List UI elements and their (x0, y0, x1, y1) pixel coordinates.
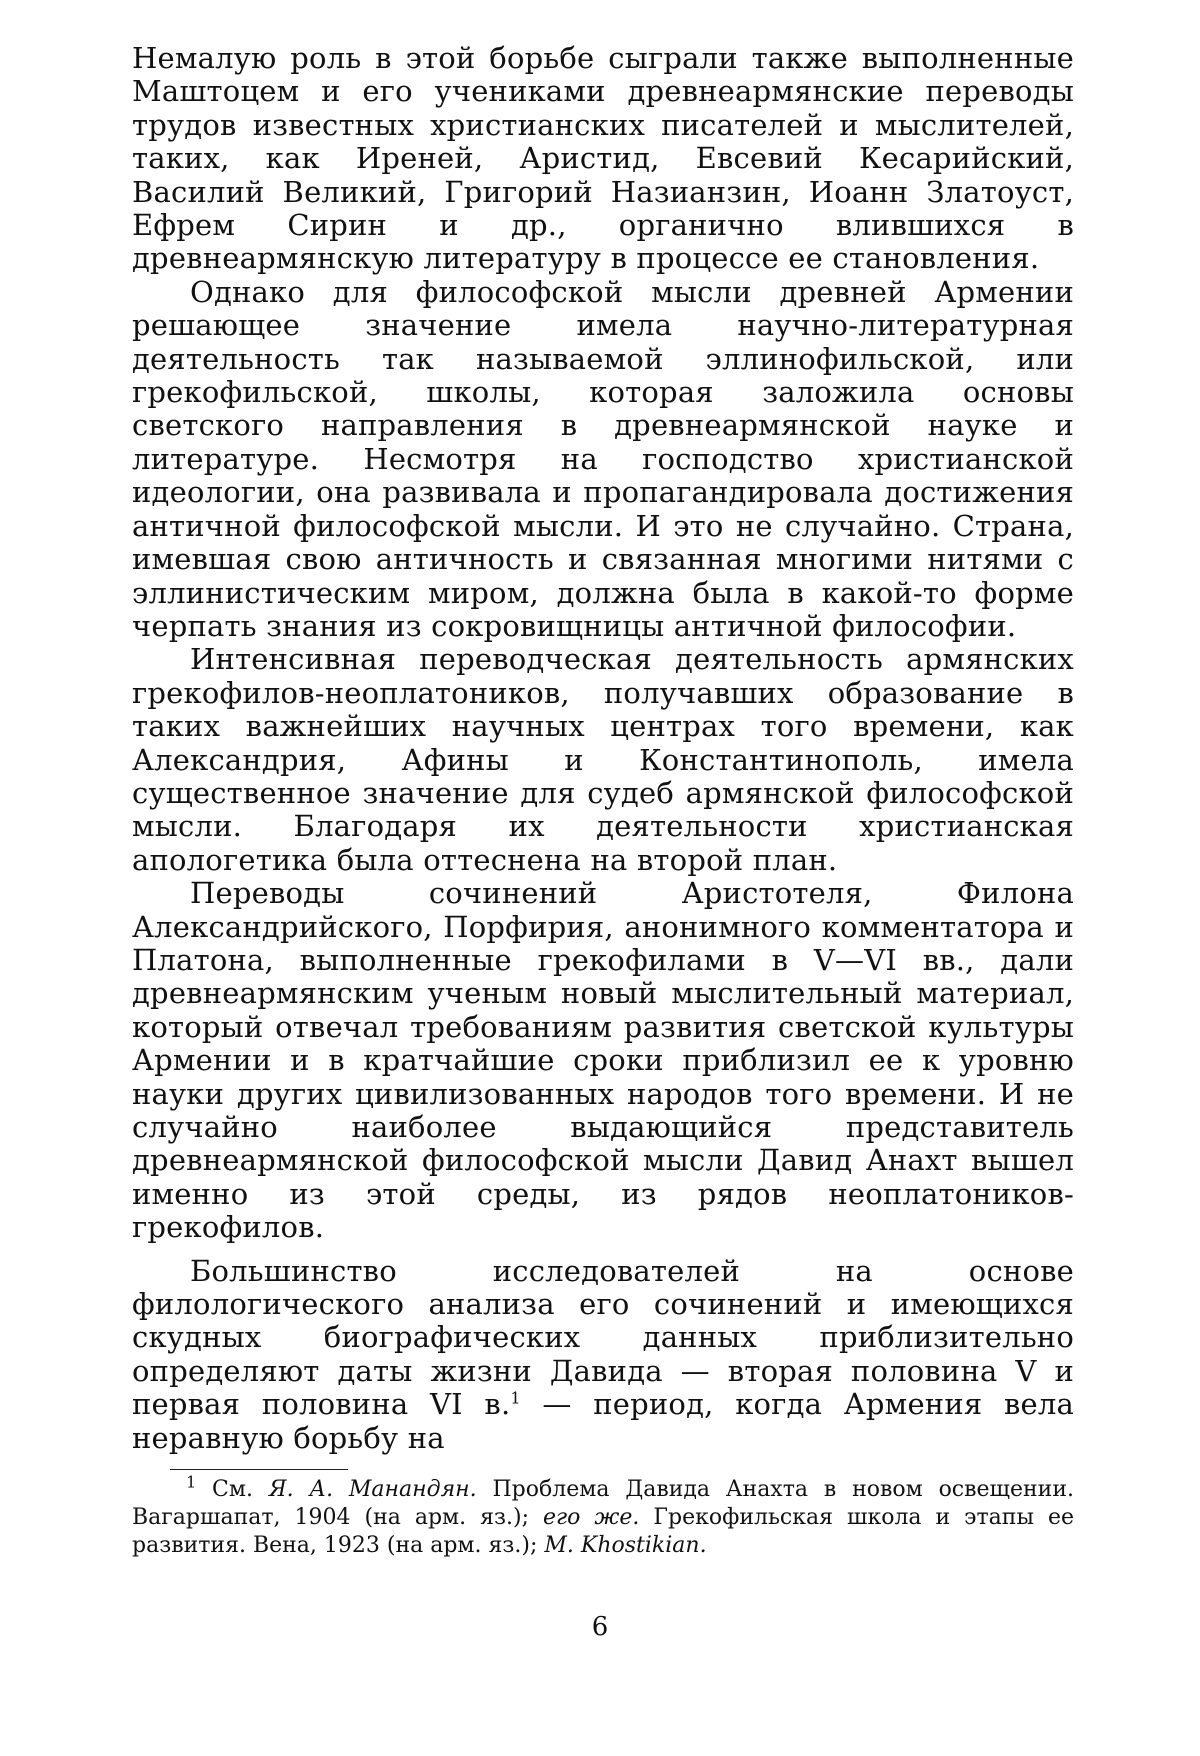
footnote-text-2: Грекофильская школа и этапы ее развития. Вена, 1923 (на арм. яз.); (132, 1505, 1075, 1559)
footnote-author-1: Я. А. Манандян. (268, 1477, 477, 1503)
paragraph-5 (132, 1255, 1074, 1455)
footnote (132, 1472, 1075, 1560)
footnote-author-3: M. Khostikian. (544, 1533, 707, 1559)
page-number: 6 (591, 1612, 609, 1642)
main-text (132, 42, 1074, 1455)
footnote-text-1: Проблема Давида Анахта в новом освещении. Вагаршапат, 1904 (на арм. яз.); (132, 1477, 1074, 1531)
footnote-reference: 1 (510, 1388, 521, 1408)
footnote-author-2: его же. (543, 1505, 640, 1531)
paragraph-4: Переводы сочинений Аристотеля, Филона Александрийского, Порфирия, анонимного комментатора и Платона, выполненные грекофилами в V—VI вв., дали древнеармянским ученым новый мыслительный материал, который отвечал требованиям развития светской культуры Армении и в кратчайшие сроки приблизил ее к уровню науки других цивилизованных народов того времени. И не случайно наиболее выдающийся представитель древнеармянской философской мысли Давид Анахт вышел именно из этой среды, из рядов неоплатоников-грекофилов. (132, 876, 1074, 1245)
footnote-marker: 1 (186, 1472, 197, 1492)
paragraph-5-text: Большинство исследователей на основе филологического анализа его сочинений и имеющихся скудных биографических данных приблизительно определяют даты жизни Давида — вторая половина V и первая половина VI в. (132, 1253, 1074, 1422)
paragraph-5-tail: — период, когда Армения вела неравную борьбу на (132, 1387, 1074, 1455)
paragraph-2: Однако для философской мысли древней Армении решающее значение имела научно-литературная деятельность так называемой эллинофильской, или грекофильской, школы, которая заложила основы светского направления в древнеармянской науке и литературе. Несмотря на господство христианской идеологии, она развивала и пропагандировала достижения античной философской мысли. И это не случайно. Страна, имевшая свою античность и связанная многими нитями с эллинистическим миром, должна была в какой-то форме черпать знания из сокровищницы античной философии. (132, 274, 1074, 643)
book-page (132, 42, 1074, 1560)
paragraph-1: Немалую роль в этой борьбе сыграли также выполненные Маштоцем и его учениками древнеармянские переводы трудов известных христианских писателей и мыслителей, таких, как Иреней, Аристид, Евсевий Кесарийский, Василий Великий, Григорий Назианзин, Иоанн Златоуст, Ефрем Сирин и др., органично влившихся в древнеармянскую литературу в процессе ее становления. (132, 41, 1074, 276)
footnote-prefix: См. (196, 1477, 269, 1503)
footnote-divider (170, 1469, 348, 1470)
paragraph-3: Интенсивная переводческая деятельность армянских грекофилов-неоплатоников, получавших образование в таких важнейших научных центрах того времени, как Александрия, Афины и Константинополь, имела существенное значение для судеб армянской философской мысли. Благодаря их деятельности христианская апологетика была оттеснена на второй план. (132, 642, 1074, 877)
